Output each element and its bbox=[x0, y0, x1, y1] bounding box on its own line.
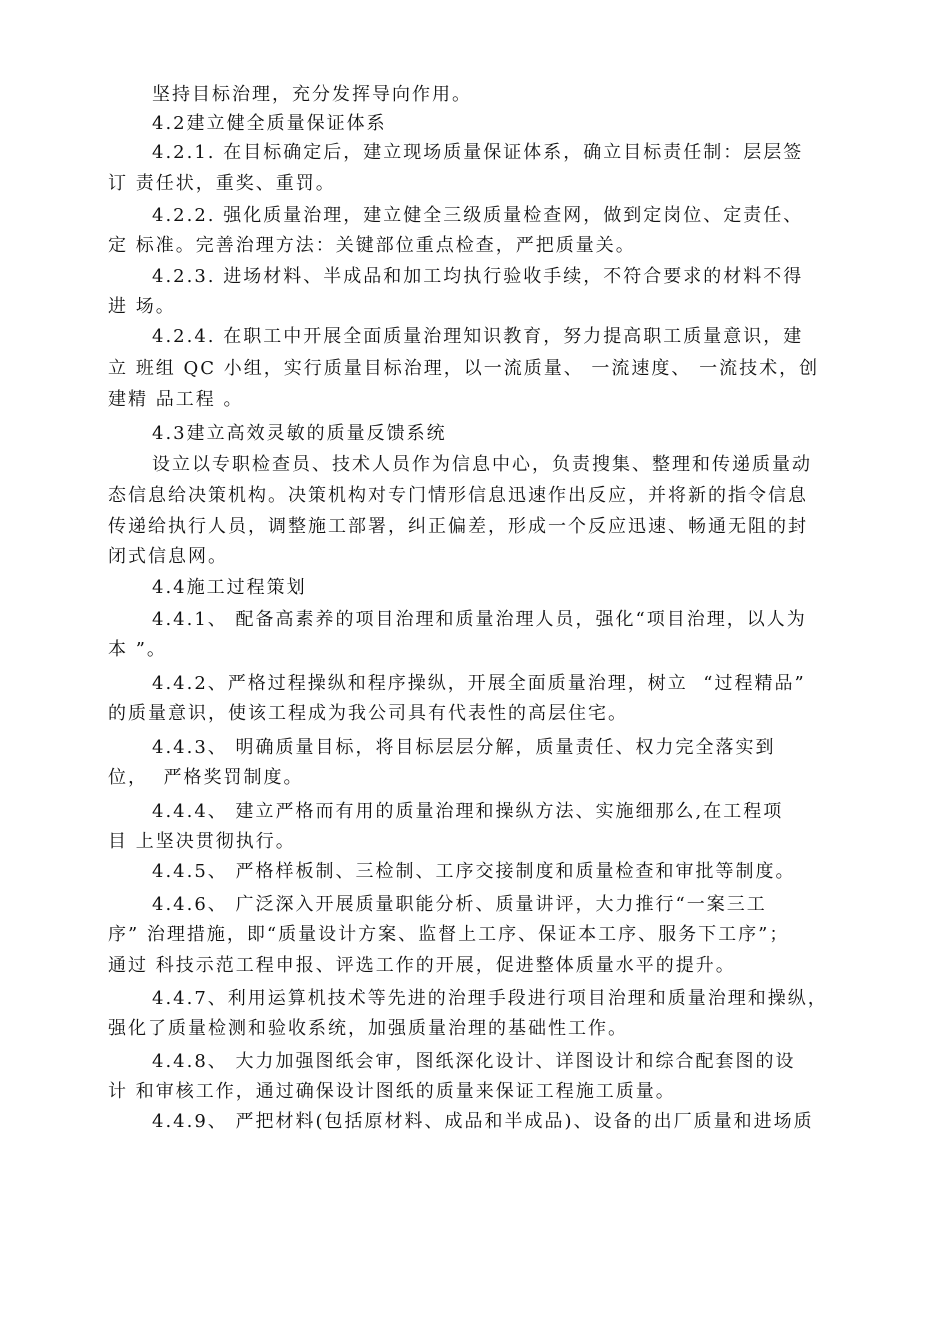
paragraph-line: 闭式信息网。 bbox=[108, 546, 228, 567]
section-heading: 4.2建立健全质量保证体系 bbox=[152, 113, 387, 134]
paragraph-line: 4.4.2、严格过程操纵和程序操纵，开展全面质量治理，树立 “过程精品” bbox=[152, 673, 806, 694]
paragraph-line: 立 班组 QC 小组，实行质量目标治理，以一流质量、 一流速度、 一流技术，创 bbox=[108, 358, 820, 379]
paragraph-line: 计 和审核工作，通过确保设计图纸的质量来保证工程施工质量。 bbox=[108, 1081, 676, 1102]
paragraph-line: 定 标准。完善治理方法：关键部位重点检查，严把质量关。 bbox=[108, 235, 636, 256]
paragraph-line: 坚持目标治理，充分发挥导向作用。 bbox=[152, 84, 472, 105]
paragraph-line: 的质量意识，使该工程成为我公司具有代表性的高层住宅。 bbox=[108, 703, 628, 724]
paragraph-line: 本 ”。 bbox=[108, 639, 167, 660]
paragraph-line: 4.4.5、 严格样板制、三检制、工序交接制度和质量检查和审批等制度。 bbox=[152, 861, 796, 882]
paragraph-line: 位， 严格奖罚制度。 bbox=[108, 767, 304, 788]
paragraph-line: 4.4.1、 配备高素养的项目治理和质量治理人员，强化“项目治理，以人为 bbox=[152, 609, 807, 630]
paragraph-line: 4.4.8、 大力加强图纸会审，图纸深化设计、详图设计和综合配套图的设 bbox=[152, 1051, 796, 1072]
paragraph-line: 设立以专职检查员、技术人员作为信息中心，负责搜集、整理和传递质量动 bbox=[152, 454, 812, 475]
paragraph-line: 订 责任状，重奖、重罚。 bbox=[108, 173, 336, 194]
paragraph-line: 4.4.6、 广泛深入开展质量职能分析、质量讲评，大力推行“一案三工 bbox=[152, 894, 767, 915]
section-heading: 4.4施工过程策划 bbox=[152, 577, 307, 598]
paragraph-line: 4.2.1. 在目标确定后，建立现场质量保证体系，确立目标责任制：层层签 bbox=[152, 142, 804, 163]
paragraph-line: 建精 品工程 。 bbox=[108, 389, 244, 410]
paragraph-line: 传递给执行人员，调整施工部署，纠正偏差，形成一个反应迅速、畅通无阻的封 bbox=[108, 516, 808, 537]
paragraph-line: 通过 科技示范工程申报、评选工作的开展，促进整体质量水平的提升。 bbox=[108, 955, 736, 976]
paragraph-line: 4.2.4. 在职工中开展全面质量治理知识教育，努力提高职工质量意识，建 bbox=[152, 326, 804, 347]
paragraph-line: 4.4.4、 建立严格而有用的质量治理和操纵方法、实施细那么,在工程项 bbox=[152, 801, 784, 822]
paragraph-line: 强化了质量检测和验收系统，加强质量治理的基础性工作。 bbox=[108, 1018, 628, 1039]
paragraph-line: 目 上坚决贯彻执行。 bbox=[108, 831, 296, 852]
paragraph-line: 态信息给决策机构。决策机构对专门情形信息迅速作出反应，并将新的指令信息 bbox=[108, 485, 808, 506]
paragraph-line: 进 场。 bbox=[108, 296, 176, 317]
paragraph-line: 4.4.9、 严把材料(包括原材料、成品和半成品)、设备的出厂质量和进场质 bbox=[152, 1111, 814, 1132]
section-heading: 4.3建立高效灵敏的质量反馈系统 bbox=[152, 423, 447, 444]
paragraph-line: 4.2.3. 进场材料、半成品和加工均执行验收手续，不符合要求的材料不得 bbox=[152, 266, 804, 287]
paragraph-line: 4.2.2. 强化质量治理，建立健全三级质量检查网，做到定岗位、定责任、 bbox=[152, 205, 804, 226]
paragraph-line: 4.4.3、 明确质量目标，将目标层层分解，质量责任、权力完全落实到 bbox=[152, 737, 776, 758]
paragraph-line: 序” 治理措施，即“质量设计方案、监督上工序、保证本工序、服务下工序”； bbox=[108, 924, 790, 945]
paragraph-line: 4.4.7、利用运算机技术等先进的治理手段进行项目治理和质量治理和操纵， bbox=[152, 988, 828, 1009]
